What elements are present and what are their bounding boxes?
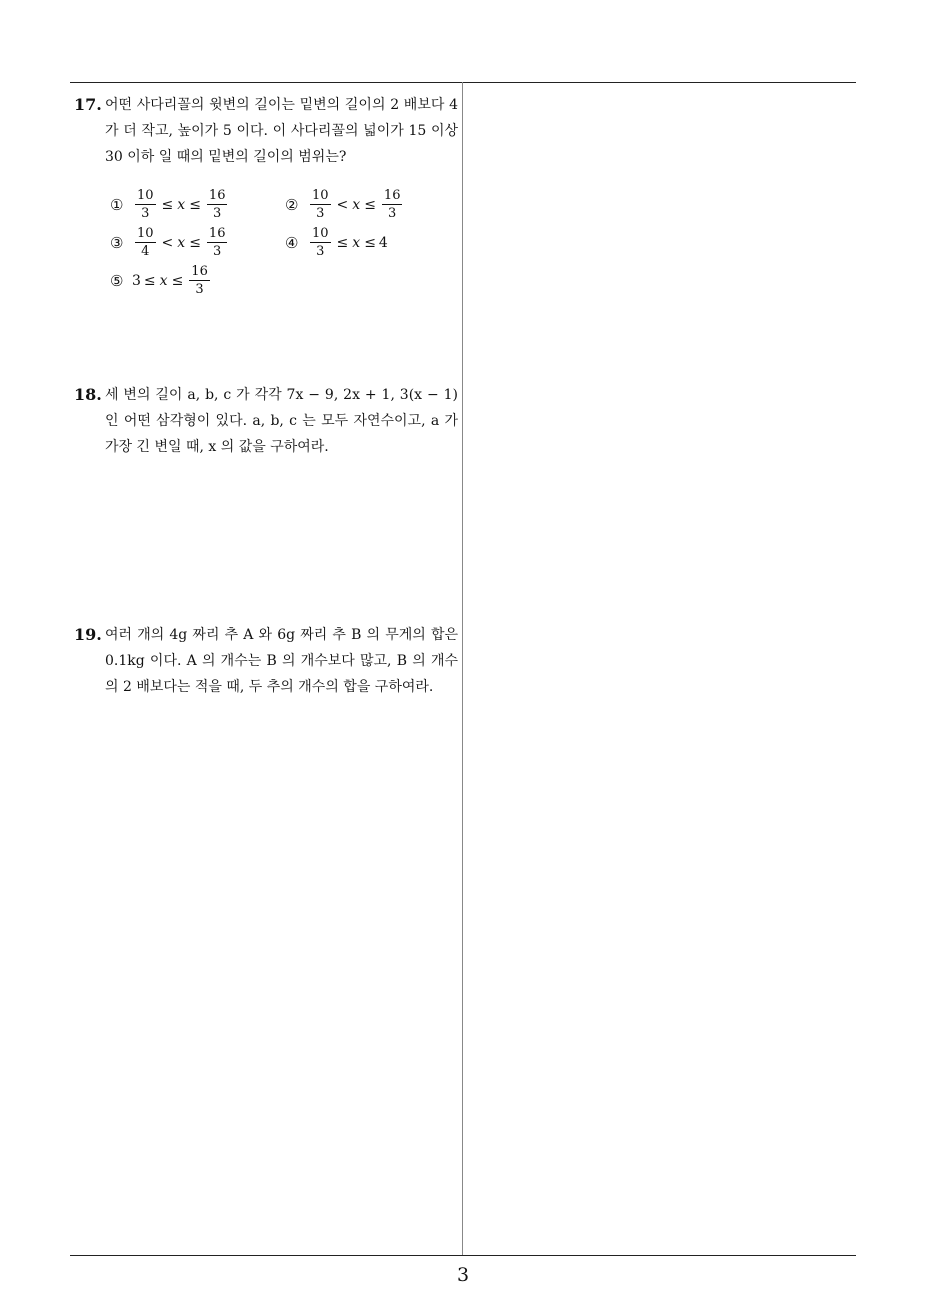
operator: ≤ (171, 272, 184, 289)
variable: x (352, 234, 361, 251)
problem-19 (74, 622, 458, 700)
operator: ≤ (143, 272, 156, 289)
choice-5[interactable] (110, 264, 213, 297)
problem-18 (74, 382, 458, 460)
fraction: $\frac{16}{3}$ (191, 264, 208, 297)
problem-text: 어떤 사다리꼴의 윗변의 길이는 밑변의 길이의 2 배보다 4 가 더 작고, 높이가 5 이다. 이 사다리꼴의 넓이가 15 이상 30 이하 일 때의 밑변의 길이의 범위는? (105, 97, 458, 165)
top-rule (70, 82, 856, 83)
choice-2[interactable] (285, 188, 405, 221)
page-number: 3 (456, 1264, 470, 1286)
choice-marker: ② (285, 195, 299, 214)
operator: ≤ (161, 196, 174, 213)
answer-choices (110, 188, 460, 308)
bottom-rule (70, 1255, 856, 1256)
variable: x (177, 234, 186, 251)
choice-marker: ⑤ (110, 271, 124, 290)
problem-number: 17. (74, 95, 102, 114)
variable: x (177, 196, 186, 213)
choice-marker: ④ (285, 233, 299, 252)
choice-3[interactable] (110, 226, 230, 259)
bound-value: 4 (378, 234, 388, 251)
choice-marker: ③ (110, 233, 124, 252)
column-divider (462, 82, 463, 1256)
fraction: $\frac{10}{3}$ (137, 188, 154, 221)
operator: ≤ (336, 234, 349, 251)
operator: < (336, 196, 349, 213)
fraction: $\frac{10}{4}$ (137, 226, 154, 259)
choice-1[interactable] (110, 188, 230, 221)
problem-text: 여러 개의 4g 짜리 추 A 와 6g 짜리 추 B 의 무게의 합은 0.1kg 이다. A 의 개수는 B 의 개수보다 많고, B 의 개수의 2 배보다는 적을 때, 두 추의 개수의 합을 구하여라. (105, 627, 458, 695)
operator: ≤ (364, 234, 376, 251)
operator: ≤ (364, 196, 376, 213)
bound-value: 3 (132, 272, 141, 289)
choice-4[interactable] (285, 226, 388, 259)
operator: ≤ (189, 196, 201, 213)
problem-17 (74, 92, 458, 297)
variable: x (352, 196, 361, 213)
fraction: $\frac{16}{3}$ (383, 188, 401, 221)
problem-number: 19. (74, 625, 102, 644)
fraction: $\frac{10}{3}$ (312, 188, 329, 221)
operator: ≤ (189, 234, 201, 251)
problem-number: 18. (74, 385, 102, 404)
operator: < (161, 234, 174, 251)
problem-text: 세 변의 길이 a, b, c 가 각각 7x − 9, 2x + 1, 3(x − 1) 인 어떤 삼각형이 있다. a, b, c 는 모두 자연수이고, a 가 가장 긴 변일 때, x 의 값을 구하여라. (105, 387, 458, 455)
fraction: $\frac{16}{3}$ (208, 226, 226, 259)
choice-marker: ① (110, 195, 124, 214)
fraction: $\frac{16}{3}$ (208, 188, 226, 221)
fraction: $\frac{10}{3}$ (312, 226, 329, 259)
variable: x (159, 272, 168, 289)
